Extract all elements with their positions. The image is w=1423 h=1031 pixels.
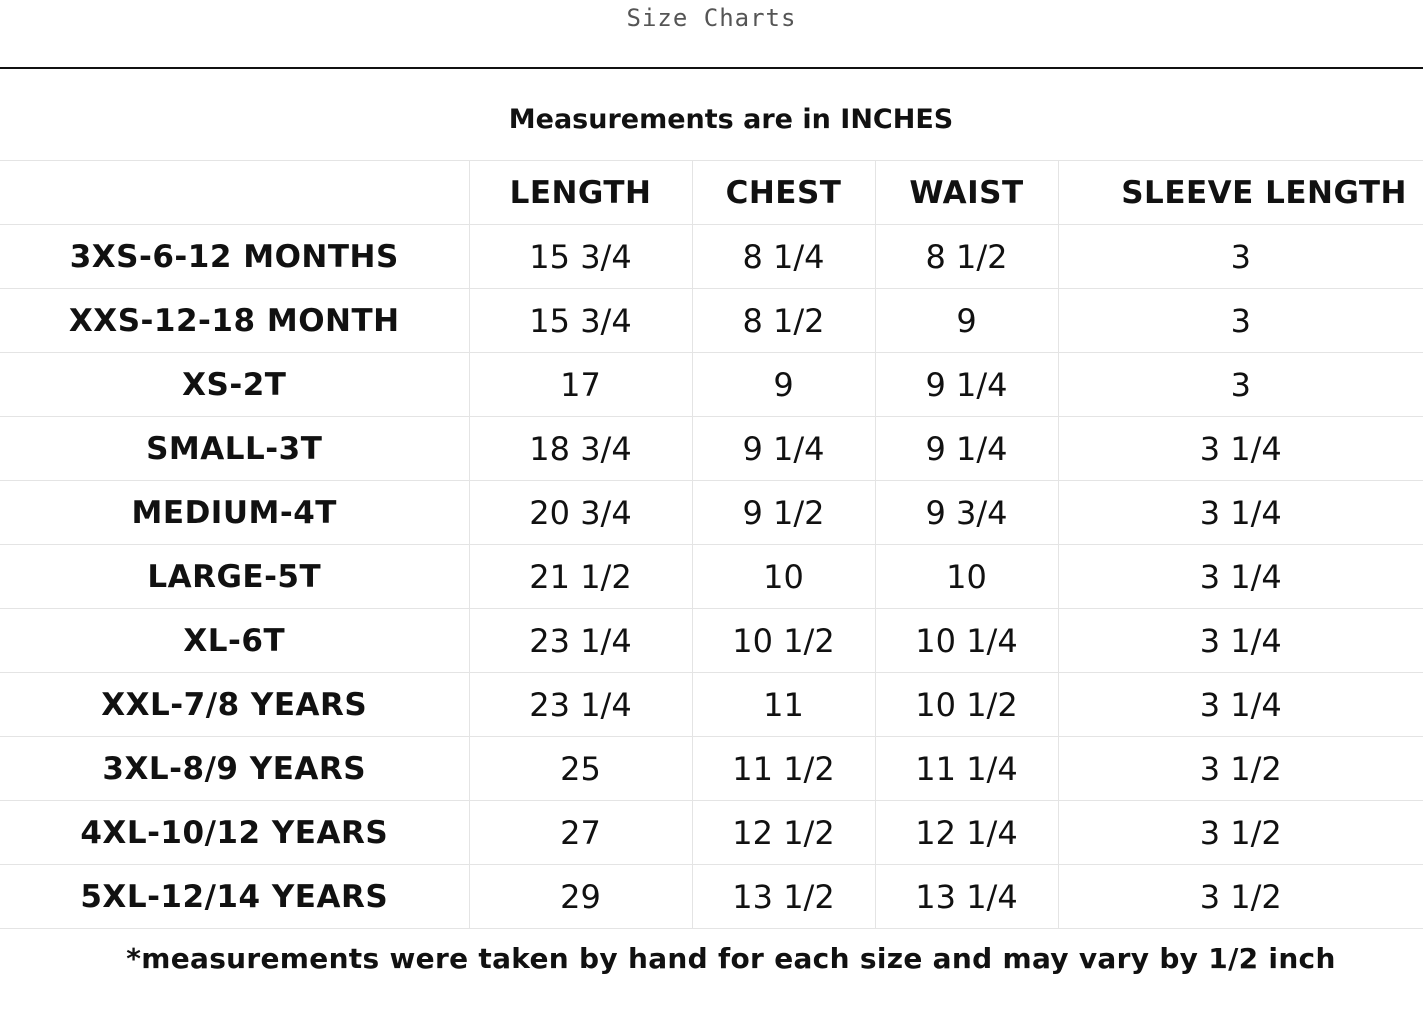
- column-header-sleeve-length: SLEEVE LENGTH: [1058, 161, 1423, 225]
- column-header-size: [0, 161, 469, 225]
- chest-cell: 12 1/2: [692, 801, 875, 865]
- sleeve-cell: 3 1/4: [1058, 545, 1423, 609]
- length-cell: 20 3/4: [469, 481, 692, 545]
- sleeve-cell: 3: [1058, 225, 1423, 289]
- size-label-cell: XL-6T: [0, 609, 469, 673]
- waist-cell: 10: [875, 545, 1058, 609]
- sleeve-cell: 3 1/4: [1058, 673, 1423, 737]
- column-header-length: LENGTH: [469, 161, 692, 225]
- waist-cell: 9: [875, 289, 1058, 353]
- waist-cell: 9 1/4: [875, 353, 1058, 417]
- waist-cell: 10 1/2: [875, 673, 1058, 737]
- length-cell: 17: [469, 353, 692, 417]
- table-row: [0, 481, 1423, 545]
- chest-cell: 13 1/2: [692, 865, 875, 929]
- chest-cell: 8 1/4: [692, 225, 875, 289]
- table-header-row: [0, 161, 1423, 225]
- chest-cell: 11 1/2: [692, 737, 875, 801]
- page-header: [0, 0, 1423, 69]
- sleeve-cell: 3: [1058, 289, 1423, 353]
- table-row: [0, 673, 1423, 737]
- table-row: [0, 289, 1423, 353]
- length-cell: 21 1/2: [469, 545, 692, 609]
- length-cell: 25: [469, 737, 692, 801]
- table-row: [0, 353, 1423, 417]
- size-label-cell: LARGE-5T: [0, 545, 469, 609]
- sleeve-cell: 3 1/2: [1058, 801, 1423, 865]
- size-label-cell: 3XL-8/9 YEARS: [0, 737, 469, 801]
- chest-cell: 10 1/2: [692, 609, 875, 673]
- length-cell: 18 3/4: [469, 417, 692, 481]
- table-row: [0, 609, 1423, 673]
- size-label-cell: MEDIUM-4T: [0, 481, 469, 545]
- table-row: [0, 417, 1423, 481]
- length-cell: 27: [469, 801, 692, 865]
- length-cell: 23 1/4: [469, 673, 692, 737]
- waist-cell: 12 1/4: [875, 801, 1058, 865]
- column-header-chest: CHEST: [692, 161, 875, 225]
- size-label-cell: XXS-12-18 MONTH: [0, 289, 469, 353]
- length-cell: 15 3/4: [469, 225, 692, 289]
- table-row: [0, 865, 1423, 929]
- footnote: *measurements were taken by hand for each size and may vary by 1/2 inch: [126, 942, 1336, 975]
- table-row: [0, 801, 1423, 865]
- chest-cell: 8 1/2: [692, 289, 875, 353]
- table-row: [0, 737, 1423, 801]
- sleeve-cell: 3 1/4: [1058, 609, 1423, 673]
- chest-cell: 9: [692, 353, 875, 417]
- page-title: Size Charts: [626, 4, 797, 32]
- table-body: [0, 225, 1423, 929]
- size-label-cell: XS-2T: [0, 353, 469, 417]
- waist-cell: 13 1/4: [875, 865, 1058, 929]
- sleeve-cell: 3 1/4: [1058, 417, 1423, 481]
- chest-cell: 10: [692, 545, 875, 609]
- sleeve-cell: 3 1/4: [1058, 481, 1423, 545]
- size-label-cell: 3XS-6-12 MONTHS: [0, 225, 469, 289]
- table-row: [0, 225, 1423, 289]
- size-label-cell: 4XL-10/12 YEARS: [0, 801, 469, 865]
- waist-cell: 8 1/2: [875, 225, 1058, 289]
- size-label-cell: XXL-7/8 YEARS: [0, 673, 469, 737]
- table-row: [0, 545, 1423, 609]
- sleeve-cell: 3: [1058, 353, 1423, 417]
- chest-cell: 9 1/2: [692, 481, 875, 545]
- chest-cell: 9 1/4: [692, 417, 875, 481]
- size-chart-table: [0, 160, 1423, 929]
- waist-cell: 10 1/4: [875, 609, 1058, 673]
- size-label-cell: SMALL-3T: [0, 417, 469, 481]
- size-label-cell: 5XL-12/14 YEARS: [0, 865, 469, 929]
- chest-cell: 11: [692, 673, 875, 737]
- waist-cell: 9 1/4: [875, 417, 1058, 481]
- length-cell: 23 1/4: [469, 609, 692, 673]
- waist-cell: 9 3/4: [875, 481, 1058, 545]
- column-header-waist: WAIST: [875, 161, 1058, 225]
- length-cell: 29: [469, 865, 692, 929]
- sleeve-cell: 3 1/2: [1058, 737, 1423, 801]
- length-cell: 15 3/4: [469, 289, 692, 353]
- measurements-caption: Measurements are in INCHES: [508, 104, 954, 135]
- sleeve-cell: 3 1/2: [1058, 865, 1423, 929]
- waist-cell: 11 1/4: [875, 737, 1058, 801]
